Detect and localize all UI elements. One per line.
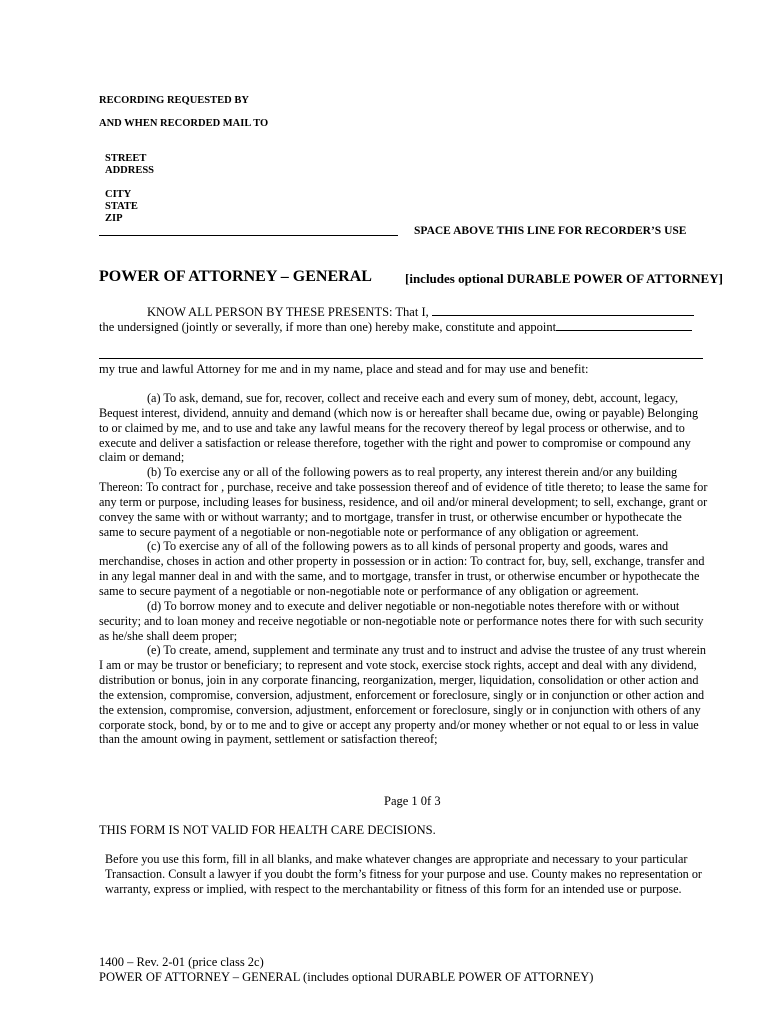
grantor-line — [147, 304, 694, 320]
zip-label: ZIP — [105, 213, 123, 224]
recording-requested-by: RECORDING REQUESTED BY — [99, 95, 249, 106]
form-revision: 1400 – Rev. 2-01 (price class 2c) — [99, 955, 264, 969]
recorder-divider-line — [99, 235, 398, 236]
power-b: (b) To exercise any or all of the following powers as to real property, any interest therein and/or any building Thereon: To contract for , purchase, receive and take possession thereof and of evidence of title thereto; to lease the same for any term or purpose, including leases for business, residence, and oil and/or mineral development; to sell, exchange, grant or convey the same with or without warranty; and to mortgage, transfer in trust, or otherwise encumber or hypothecate the same to secure payment of a negotiable or non-negotiable note or performance of any obligation or agreement. — [99, 465, 708, 539]
recorder-use-label: SPACE ABOVE THIS LINE FOR RECORDER’S USE — [414, 225, 687, 237]
grantor-name-field[interactable] — [432, 304, 694, 316]
attorney-name-field-2[interactable] — [99, 358, 703, 359]
attorney-name-field[interactable] — [556, 319, 692, 331]
power-a: (a) To ask, demand, sue for, recover, collect and receive each and every sum of money, debt, account, legacy, Bequest interest, dividend, annuity and demand (which now is or hereafter shall became due, owing or payable) Belonging to or claimed by me, and to use and take any lawful means for the recovery thereof by legal process or otherwise, and to execute and deliver a satisfaction or release therefore, together with the right and power to compromise or compound any claim or demand; — [99, 391, 699, 465]
power-d: (d) To borrow money and to execute and deliver negotiable or non-negotiable notes therefore with or without security; and to loan money and receive negotiable or non-negotiable note or performance notes there for with such security as he/she shall deem proper; — [99, 598, 704, 643]
health-care-notice: THIS FORM IS NOT VALID FOR HEALTH CARE DECISIONS. — [99, 823, 436, 837]
attorney-purpose-line: my true and lawful Attorney for me and in my name, place and stead and for may use and benefit: — [99, 362, 589, 376]
appoint-label: the undersigned (jointly or severally, if more than one) hereby make, constitute and appoint — [99, 320, 557, 334]
appoint-line — [99, 319, 692, 335]
page-title: POWER OF ATTORNEY – GENERAL — [99, 268, 372, 285]
disclaimer-text: Before you use this form, fill in all blanks, and make whatever changes are appropriate and necessary to your particular Transaction. Consult a lawyer if you doubt the form’s fitness for your purpose and use. County makes no representation or warranty, express or implied, with respect to the merchantability or fitness of this form for an intended use or purpose. — [105, 852, 702, 897]
mail-to-label: AND WHEN RECORDED MAIL TO — [99, 118, 269, 129]
powers-list — [99, 391, 709, 747]
address-label: ADDRESS — [105, 165, 155, 176]
grantor-label: KNOW ALL PERSON BY THESE PRESENTS: That I, — [147, 305, 429, 319]
page-number: Page 1 0f 3 — [384, 794, 441, 808]
city-label: CITY — [105, 189, 132, 200]
power-e: (e) To create, amend, supplement and terminate any trust and to instruct and advise the trustee of any trust wherein I am or may be trustor or beneficiary; to represent and vote stock, exercise stock rights, accept and deal with any dividend, distribution or bonus, join in any corporate financing, reorganization, merger, liquidation, consolidation or other action and the extension, compromise, conversion, adjustment, enforcement or foreclosure, singly or in conjunction or other action and the extension, compromise, conversion, adjustment, enforcement or foreclosure, singly or in conjunction with others of any corporate stock, bond, by or to me and to give or accept any property and/or money whether or not equal to or less in value than the amount owing in payment, settlement or satisfaction thereof; — [99, 643, 707, 747]
street-label: STREET — [105, 153, 147, 164]
power-c: (c) To exercise any of all of the following powers as to all kinds of personal property and goods, wares and merchandise, choses in action and other property in possession or in action: To contract for, buy, sell, exchange, transfer and in any legal manner deal in and with the same, and to mortgage, transfer in trust, or otherwise encumber or hypothecate the same to secure payment of a negotiable or non-negotiable note or performance of any obligation or agreement. — [99, 539, 705, 598]
page-subtitle: [includes optional DURABLE POWER OF ATTORNEY] — [405, 271, 723, 286]
form-name-footer: POWER OF ATTORNEY – GENERAL (includes optional DURABLE POWER OF ATTORNEY) — [99, 970, 594, 984]
state-label: STATE — [105, 201, 138, 212]
